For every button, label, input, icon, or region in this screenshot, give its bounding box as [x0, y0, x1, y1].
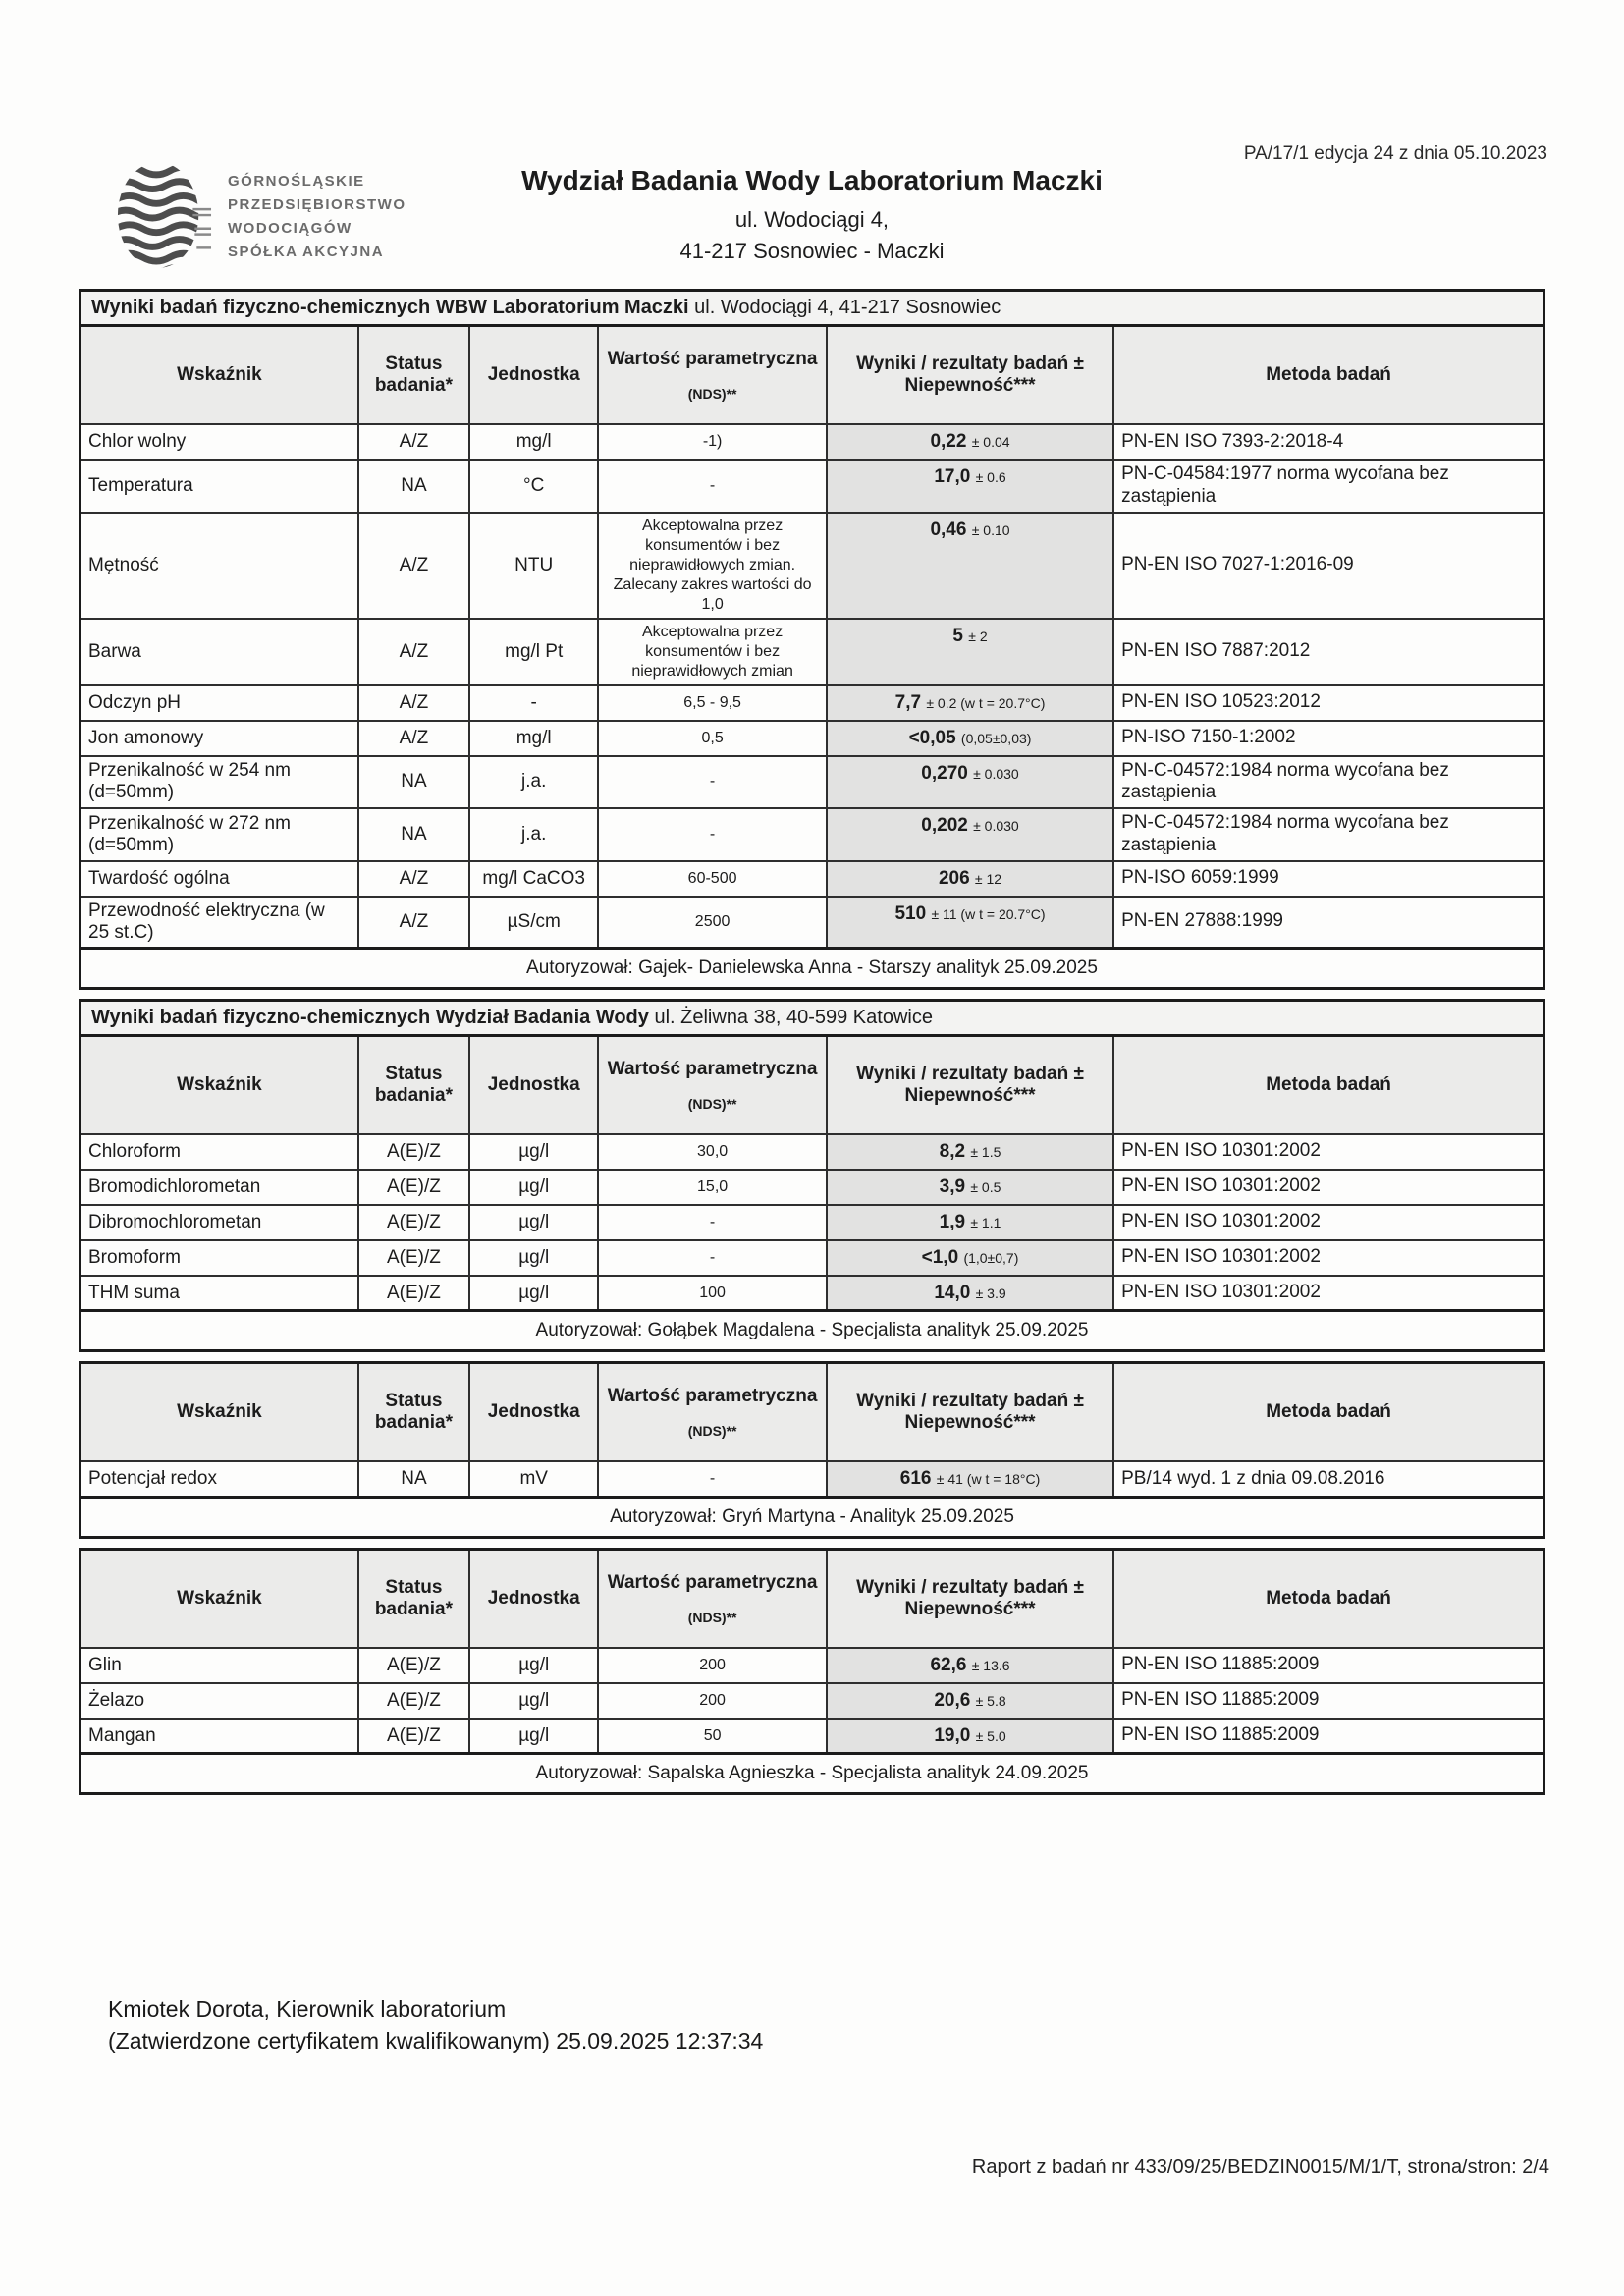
unit-cell: j.a. — [469, 756, 598, 809]
table-row — [81, 685, 1544, 721]
col-method: Metoda badań — [1113, 1363, 1543, 1462]
indicator-cell: Bromoform — [81, 1240, 358, 1276]
result-value: 0,202 — [921, 815, 968, 837]
method-cell: PN-EN ISO 10301:2002 — [1113, 1205, 1543, 1240]
unit-cell: µS/cm — [469, 897, 598, 949]
result-cell — [827, 424, 1113, 460]
table-row — [81, 1461, 1544, 1497]
col-result: Wyniki / rezultaty badań ± Niepewność*** — [827, 1549, 1113, 1648]
lab-title: Wydział Badania Wody Laboratorium Maczki — [521, 165, 1103, 195]
col-indicator: Wskaźnik — [81, 1035, 358, 1134]
indicator-cell: Twardość ogólna — [81, 861, 358, 897]
document-reference: PA/17/1 edycja 24 z dnia 05.10.2023 — [1243, 143, 1547, 164]
company-name-line: WODOCIĄGÓW — [228, 220, 352, 237]
method-cell: PN-EN ISO 7027-1:2016-09 — [1113, 513, 1543, 619]
result-cell — [827, 1170, 1113, 1205]
result-cell — [827, 1240, 1113, 1276]
param-value-cell: 200 — [598, 1683, 827, 1719]
result-value: 1,9 — [939, 1211, 966, 1232]
status-cell: A(E)/Z — [358, 1170, 469, 1205]
unit-cell: µg/l — [469, 1719, 598, 1754]
result-cell — [827, 1134, 1113, 1170]
results-table — [79, 289, 1545, 990]
lab-address-line1: ul. Wodociągi 4, — [734, 207, 890, 232]
indicator-cell: Mętność — [81, 513, 358, 619]
unit-cell: µg/l — [469, 1134, 598, 1170]
unit-cell: NTU — [469, 513, 598, 619]
authorized-row — [81, 948, 1544, 988]
method-cell: PN-C-04572:1984 norma wycofana bez zastąpienia — [1113, 756, 1543, 809]
indicator-cell: Mangan — [81, 1719, 358, 1754]
status-cell: A/Z — [358, 685, 469, 721]
status-cell: A(E)/Z — [358, 1683, 469, 1719]
result-value: <1,0 — [921, 1246, 959, 1268]
result-cell — [827, 897, 1113, 949]
result-cell — [827, 721, 1113, 756]
unit-cell: mg/l — [469, 721, 598, 756]
indicator-cell: Przewodność elektryczna (w 25 st.C) — [81, 897, 358, 949]
indicator-cell: Dibromochlorometan — [81, 1205, 358, 1240]
status-cell: A(E)/Z — [358, 1240, 469, 1276]
param-value-cell: - — [598, 460, 827, 513]
indicator-cell: Odczyn pH — [81, 685, 358, 721]
column-header-row — [81, 326, 1544, 425]
indicator-cell: Chloroform — [81, 1134, 358, 1170]
result-value: 19,0 — [934, 1724, 971, 1746]
unit-cell: °C — [469, 460, 598, 513]
result-cell — [827, 513, 1113, 619]
signature-block — [108, 1994, 763, 2056]
table-row — [81, 513, 1544, 619]
indicator-cell: Glin — [81, 1648, 358, 1683]
method-cell: PN-EN ISO 11885:2009 — [1113, 1683, 1543, 1719]
result-value: 206 — [938, 867, 970, 889]
method-cell: PN-EN ISO 10301:2002 — [1113, 1276, 1543, 1311]
result-uncertainty: ± 2 — [968, 628, 988, 644]
result-value: 17,0 — [934, 466, 971, 487]
result-value: 5 — [952, 625, 963, 646]
param-value-cell: 15,0 — [598, 1170, 827, 1205]
nds-note: (NDS)** — [687, 1423, 737, 1440]
result-uncertainty: ± 0.030 — [973, 765, 1019, 782]
status-cell: A(E)/Z — [358, 1276, 469, 1311]
status-cell: A/Z — [358, 897, 469, 949]
result-uncertainty: ± 0.10 — [971, 521, 1010, 538]
col-param: Wartość parametryczna (NDS)** — [598, 1363, 827, 1462]
letterhead — [0, 165, 1624, 267]
indicator-cell: Temperatura — [81, 460, 358, 513]
indicator-cell: Chlor wolny — [81, 424, 358, 460]
result-cell — [827, 1276, 1113, 1311]
result-cell — [827, 685, 1113, 721]
result-uncertainty: ± 5.8 — [975, 1692, 1006, 1709]
col-param: Wartość parametryczna (NDS)** — [598, 1035, 827, 1134]
method-cell: PB/14 wyd. 1 z dnia 09.08.2016 — [1113, 1461, 1543, 1497]
lab-address-line2: 41-217 Sosnowiec - Maczki — [679, 238, 945, 263]
results-tables — [79, 289, 1545, 1804]
indicator-cell: Bromodichlorometan — [81, 1170, 358, 1205]
indicator-cell: Potencjał redox — [81, 1461, 358, 1497]
param-value-cell: - — [598, 1205, 827, 1240]
col-unit: Jednostka — [469, 1549, 598, 1648]
nds-note: (NDS)** — [687, 386, 737, 402]
table-row — [81, 1134, 1544, 1170]
result-value: 0,22 — [930, 431, 967, 452]
method-cell: PN-EN ISO 10301:2002 — [1113, 1240, 1543, 1276]
company-name-line: PRZEDSIĘBIORSTWO — [228, 196, 406, 213]
table-row — [81, 1276, 1544, 1311]
col-method: Metoda badań — [1113, 326, 1543, 425]
status-cell: A(E)/Z — [358, 1648, 469, 1683]
method-cell: PN-EN 27888:1999 — [1113, 897, 1543, 949]
unit-cell: mg/l Pt — [469, 619, 598, 685]
param-value-cell: 200 — [598, 1648, 827, 1683]
table-row — [81, 861, 1544, 897]
unit-cell: µg/l — [469, 1170, 598, 1205]
col-method: Metoda badań — [1113, 1035, 1543, 1134]
table-row — [81, 808, 1544, 861]
indicator-cell: Barwa — [81, 619, 358, 685]
status-cell: A(E)/Z — [358, 1134, 469, 1170]
status-cell: A/Z — [358, 619, 469, 685]
authorized-by: Autoryzował: Sapalska Agnieszka - Specjalista analityk 24.09.2025 — [81, 1754, 1544, 1794]
result-uncertainty: ± 0.6 — [975, 469, 1006, 485]
status-cell: NA — [358, 1461, 469, 1497]
param-value-cell: -1) — [598, 424, 827, 460]
result-value: 8,2 — [939, 1140, 966, 1162]
result-value: 0,270 — [921, 762, 968, 784]
col-indicator: Wskaźnik — [81, 1549, 358, 1648]
result-uncertainty: (1,0±0,7) — [963, 1249, 1019, 1266]
result-uncertainty: ± 0.030 — [973, 818, 1019, 835]
signatory-name: Kmiotek Dorota, Kierownik laboratorium — [108, 1996, 507, 2022]
table-row — [81, 721, 1544, 756]
result-cell — [827, 756, 1113, 809]
col-status: Status badania* — [358, 1549, 469, 1648]
indicator-cell: Jon amonowy — [81, 721, 358, 756]
param-value-cell: 30,0 — [598, 1134, 827, 1170]
status-cell: NA — [358, 460, 469, 513]
result-cell — [827, 1683, 1113, 1719]
table-row — [81, 756, 1544, 809]
result-uncertainty: ± 41 (w t = 18°C) — [936, 1471, 1041, 1488]
result-value: 62,6 — [930, 1654, 967, 1675]
table-row — [81, 1719, 1544, 1754]
param-value-cell: 0,5 — [598, 721, 827, 756]
results-table — [79, 1548, 1545, 1796]
method-cell: PN-C-04584:1977 norma wycofana bez zastąpienia — [1113, 460, 1543, 513]
result-uncertainty: ± 3.9 — [975, 1285, 1006, 1301]
company-name-line: GÓRNOŚLĄSKIE — [228, 173, 365, 190]
authorized-by: Autoryzował: Gajek- Danielewska Anna - Starszy analityk 25.09.2025 — [81, 948, 1544, 988]
section-title: Wyniki badań fizyczno-chemicznych WBW Laboratorium Maczki ul. Wodociągi 4, 41-217 Sosnowiec — [81, 291, 1544, 326]
authorized-by: Autoryzował: Gołąbek Magdalena - Specjalista analityk 25.09.2025 — [81, 1311, 1544, 1351]
result-value: 20,6 — [934, 1689, 971, 1711]
param-value-cell: 6,5 - 9,5 — [598, 685, 827, 721]
method-cell: PN-EN ISO 10301:2002 — [1113, 1170, 1543, 1205]
table-row — [81, 460, 1544, 513]
result-value: 7,7 — [894, 691, 922, 713]
status-cell: A/Z — [358, 861, 469, 897]
table-row — [81, 619, 1544, 685]
param-value-cell: - — [598, 1461, 827, 1497]
indicator-cell: Przenikalność w 254 nm (d=50mm) — [81, 756, 358, 809]
col-result: Wyniki / rezultaty badań ± Niepewność*** — [827, 1363, 1113, 1462]
result-cell — [827, 861, 1113, 897]
result-cell — [827, 1461, 1113, 1497]
unit-cell: mg/l CaCO3 — [469, 861, 598, 897]
nds-note: (NDS)** — [687, 1609, 737, 1625]
authorized-row — [81, 1497, 1544, 1537]
results-table — [79, 1361, 1545, 1539]
param-value-cell: 60-500 — [598, 861, 827, 897]
result-uncertainty: ± 0.2 (w t = 20.7°C) — [926, 694, 1046, 711]
indicator-cell: THM suma — [81, 1276, 358, 1311]
table-row — [81, 424, 1544, 460]
param-value-cell: Akceptowalna przez konsumentów i bez nieprawidłowych zmian. Zalecany zakres wartości do 1,0 — [598, 513, 827, 619]
method-cell: PN-EN ISO 10301:2002 — [1113, 1134, 1543, 1170]
result-uncertainty: ± 5.0 — [975, 1727, 1006, 1744]
col-result: Wyniki / rezultaty badań ± Niepewność*** — [827, 326, 1113, 425]
unit-cell: j.a. — [469, 808, 598, 861]
col-unit: Jednostka — [469, 1035, 598, 1134]
col-status: Status badania* — [358, 1035, 469, 1134]
report-footer: Raport z badań nr 433/09/25/BEDZIN0015/M/1/T, strona/stron: 2/4 — [971, 2157, 1549, 2178]
result-uncertainty: ± 12 — [974, 870, 1002, 887]
result-value: 14,0 — [934, 1282, 971, 1303]
table-row — [81, 1240, 1544, 1276]
method-cell: PN-EN ISO 11885:2009 — [1113, 1648, 1543, 1683]
section-title: Wyniki badań fizyczno-chemicznych Wydział Badania Wody ul. Żeliwna 38, 40-599 Katowice — [81, 1000, 1544, 1035]
status-cell: A/Z — [358, 513, 469, 619]
result-uncertainty: ± 1.5 — [970, 1143, 1001, 1160]
result-uncertainty: ± 1.1 — [970, 1214, 1001, 1230]
method-cell: PN-ISO 7150-1:2002 — [1113, 721, 1543, 756]
table-row — [81, 1648, 1544, 1683]
table-row — [81, 1205, 1544, 1240]
col-unit: Jednostka — [469, 1363, 598, 1462]
col-result: Wyniki / rezultaty badań ± Niepewność*** — [827, 1035, 1113, 1134]
col-status: Status badania* — [358, 1363, 469, 1462]
method-cell: PN-EN ISO 7393-2:2018-4 — [1113, 424, 1543, 460]
signature-certificate: (Zatwierdzone certyfikatem kwalifikowanym) 25.09.2025 12:37:34 — [108, 2028, 764, 2054]
col-status: Status badania* — [358, 326, 469, 425]
unit-cell: µg/l — [469, 1240, 598, 1276]
col-method: Metoda badań — [1113, 1549, 1543, 1648]
authorized-by: Autoryzował: Gryń Martyna - Analityk 25.09.2025 — [81, 1497, 1544, 1537]
nds-note: (NDS)** — [687, 1095, 737, 1112]
column-header-row — [81, 1035, 1544, 1134]
column-header-row — [81, 1363, 1544, 1462]
param-value-cell: 100 — [598, 1276, 827, 1311]
param-value-cell: - — [598, 1240, 827, 1276]
result-value: 0,46 — [930, 519, 967, 540]
col-unit: Jednostka — [469, 326, 598, 425]
results-table — [79, 999, 1545, 1353]
result-cell — [827, 1648, 1113, 1683]
method-cell: PN-EN ISO 10523:2012 — [1113, 685, 1543, 721]
unit-cell: µg/l — [469, 1648, 598, 1683]
table-row — [81, 897, 1544, 949]
method-cell: PN-EN ISO 7887:2012 — [1113, 619, 1543, 685]
col-indicator: Wskaźnik — [81, 1363, 358, 1462]
table-row — [81, 1683, 1544, 1719]
result-value: <0,05 — [908, 727, 956, 748]
status-cell: A(E)/Z — [358, 1205, 469, 1240]
unit-cell: - — [469, 685, 598, 721]
result-cell — [827, 619, 1113, 685]
result-uncertainty: ± 11 (w t = 20.7°C) — [931, 905, 1046, 922]
col-indicator: Wskaźnik — [81, 326, 358, 425]
status-cell: NA — [358, 756, 469, 809]
param-value-cell: - — [598, 808, 827, 861]
result-cell — [827, 808, 1113, 861]
param-value-cell: 50 — [598, 1719, 827, 1754]
status-cell: NA — [358, 808, 469, 861]
section-title-row — [81, 291, 1544, 326]
param-value-cell: - — [598, 756, 827, 809]
unit-cell: µg/l — [469, 1205, 598, 1240]
status-cell: A(E)/Z — [358, 1719, 469, 1754]
result-uncertainty: (0,05±0,03) — [960, 730, 1032, 746]
result-value: 510 — [894, 902, 927, 924]
result-value: 616 — [899, 1468, 932, 1490]
company-name-line: SPÓŁKA AKCYJNA — [228, 244, 385, 260]
authorized-row — [81, 1754, 1544, 1794]
status-cell: A/Z — [358, 721, 469, 756]
authorized-row — [81, 1311, 1544, 1351]
result-value: 3,9 — [939, 1175, 966, 1197]
result-cell — [827, 1205, 1113, 1240]
table-row — [81, 1170, 1544, 1205]
indicator-cell: Żelazo — [81, 1683, 358, 1719]
status-cell: A/Z — [358, 424, 469, 460]
unit-cell: mV — [469, 1461, 598, 1497]
result-cell — [827, 460, 1113, 513]
col-param: Wartość parametryczna (NDS)** — [598, 1549, 827, 1648]
section-title-row — [81, 1000, 1544, 1035]
param-value-cell: Akceptowalna przez konsumentów i bez nieprawidłowych zmian — [598, 619, 827, 685]
indicator-cell: Przenikalność w 272 nm (d=50mm) — [81, 808, 358, 861]
unit-cell: µg/l — [469, 1683, 598, 1719]
result-uncertainty: ± 0.5 — [970, 1178, 1001, 1195]
method-cell: PN-C-04572:1984 norma wycofana bez zastąpienia — [1113, 808, 1543, 861]
col-param: Wartość parametryczna (NDS)** — [598, 326, 827, 425]
unit-cell: µg/l — [469, 1276, 598, 1311]
param-value-cell: 2500 — [598, 897, 827, 949]
result-uncertainty: ± 0.04 — [971, 434, 1010, 450]
method-cell: PN-ISO 6059:1999 — [1113, 861, 1543, 897]
result-cell — [827, 1719, 1113, 1754]
result-uncertainty: ± 13.6 — [971, 1657, 1010, 1673]
unit-cell: mg/l — [469, 424, 598, 460]
column-header-row — [81, 1549, 1544, 1648]
method-cell: PN-EN ISO 11885:2009 — [1113, 1719, 1543, 1754]
